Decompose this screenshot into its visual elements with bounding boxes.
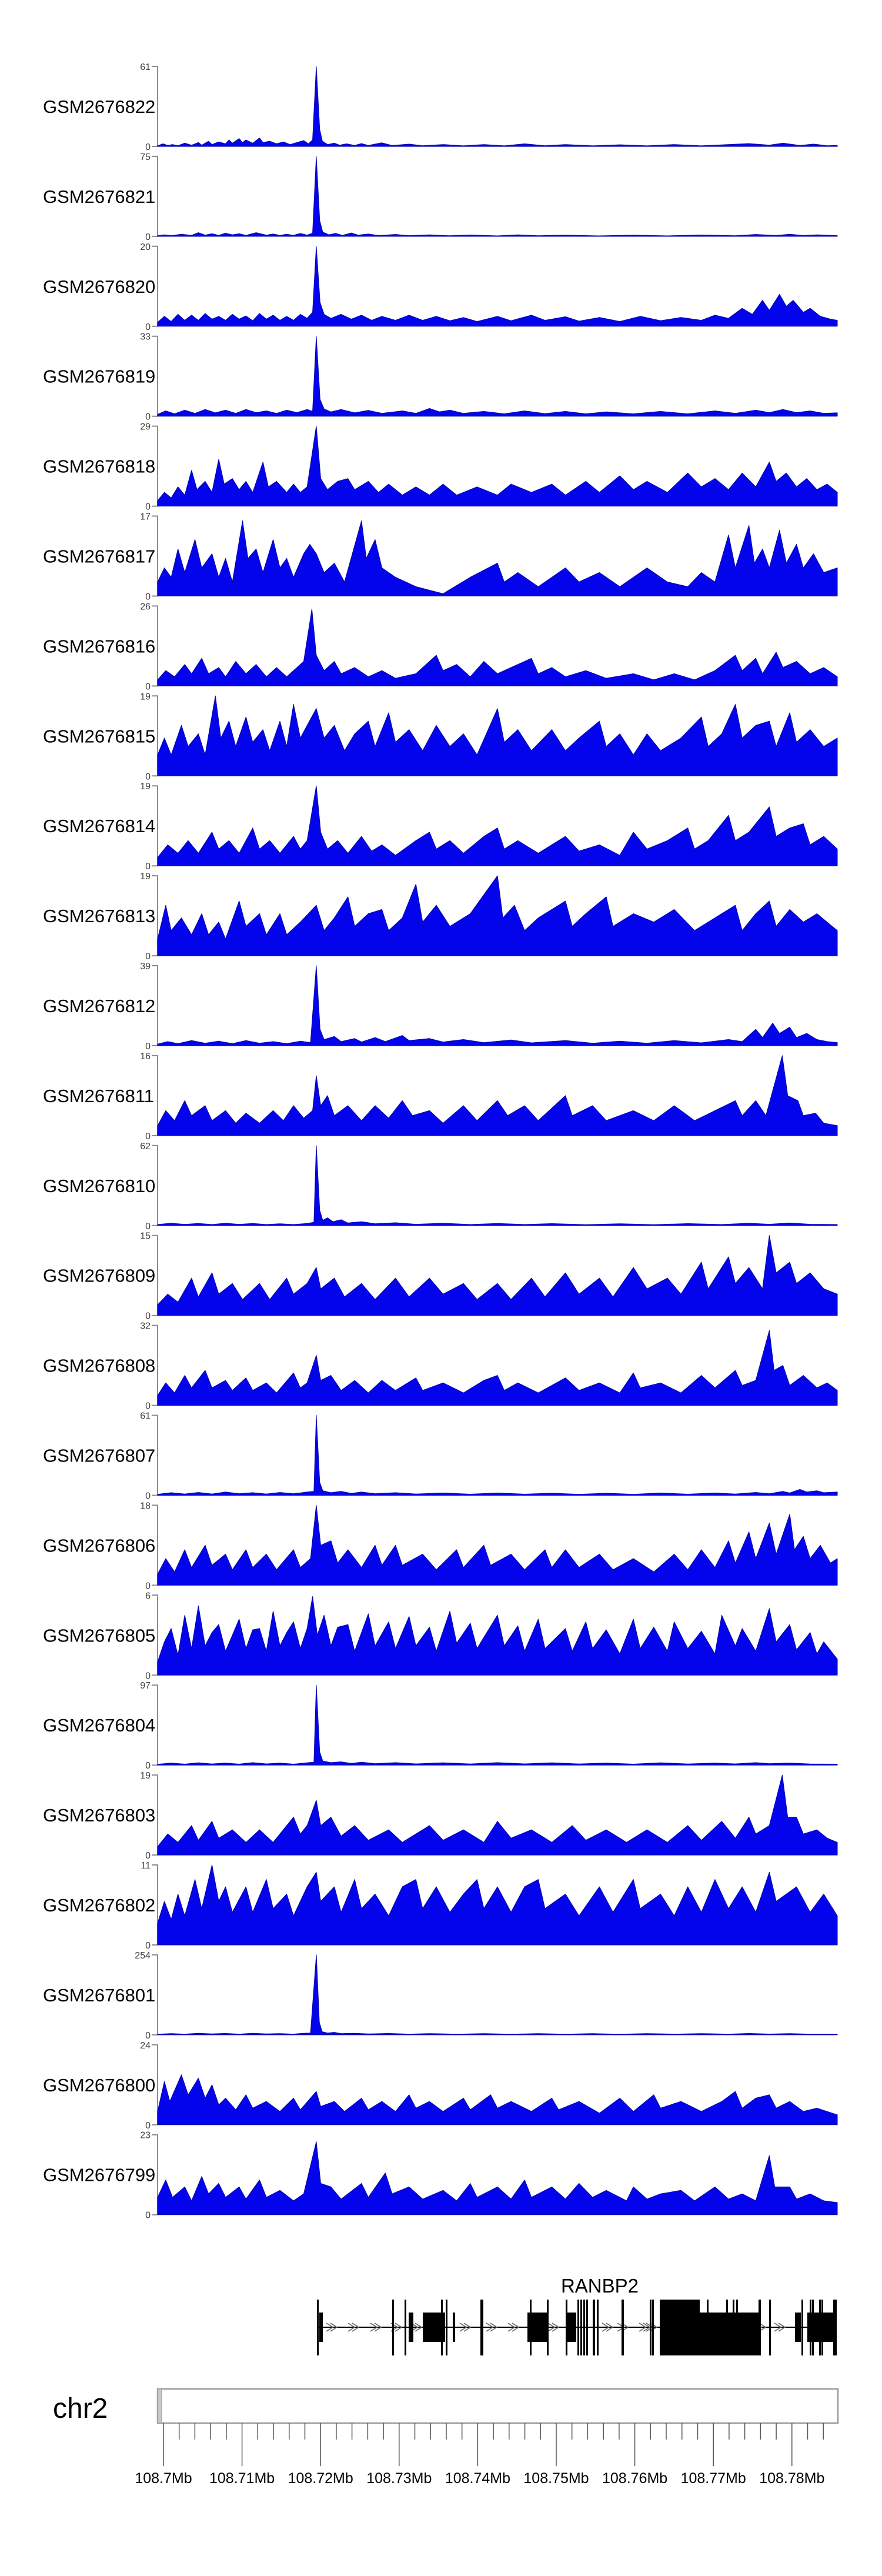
gene-exon	[733, 2300, 734, 2355]
chromosome-label: chr2	[53, 2393, 108, 2424]
gene-exon	[446, 2300, 447, 2355]
gene-label: RANBP2	[560, 2275, 639, 2297]
track-ymax-label: 61	[140, 1411, 151, 1422]
track-zero-label: 0	[145, 682, 151, 692]
track-ymax-label: 23	[140, 2130, 151, 2141]
track-ymax-label: 75	[140, 152, 151, 162]
ruler-left-cap	[158, 2389, 162, 2423]
track-ymax-label: 254	[135, 1950, 151, 1961]
gene-exon	[586, 2300, 588, 2355]
gene-exon	[821, 2300, 823, 2355]
track-signal	[158, 786, 837, 866]
track-ymax-label: 19	[140, 872, 151, 882]
track-label: GSM2676810	[43, 1175, 156, 1196]
track-label: GSM2676805	[43, 1625, 156, 1646]
track-label: GSM2676806	[43, 1535, 156, 1556]
track-zero-label: 0	[145, 2030, 151, 2041]
track-zero-label: 0	[145, 142, 151, 152]
gene-exon	[650, 2300, 652, 2355]
track-ymax-label: 18	[140, 1501, 151, 1511]
track-signal	[158, 1056, 837, 1136]
track-signal	[158, 1775, 837, 1855]
track-ymax-label: 11	[141, 1861, 151, 1871]
track-signal	[158, 2142, 837, 2215]
track-zero-label: 0	[145, 772, 151, 782]
gene-exon	[769, 2300, 771, 2355]
track-ymax-label: 62	[140, 1141, 151, 1152]
track-signal	[158, 1416, 837, 1496]
track-zero-label: 0	[145, 502, 151, 512]
gene-exon	[801, 2300, 803, 2355]
track-zero-label: 0	[145, 1671, 151, 1681]
ruler-tick-label: 108.7Mb	[135, 2470, 192, 2487]
track-zero-label: 0	[145, 1401, 151, 1412]
ruler-tick-label: 108.77Mb	[680, 2470, 746, 2487]
gene-exon	[405, 2300, 406, 2355]
track-label: GSM2676804	[43, 1715, 156, 1736]
track-ymax-label: 24	[140, 2040, 151, 2051]
track-signal	[158, 1865, 837, 1945]
track-signal	[158, 609, 837, 686]
track-ymax-label: 39	[140, 962, 151, 972]
track-label: GSM2676803	[43, 1805, 156, 1826]
track-label: GSM2676814	[43, 816, 156, 837]
track-ymax-label: 19	[140, 692, 151, 702]
gene-exon	[795, 2313, 801, 2342]
gene-exon	[597, 2300, 599, 2355]
track-zero-label: 0	[145, 1311, 151, 1322]
track-zero-label: 0	[145, 1131, 151, 1142]
track-ymax-label: 16	[140, 1051, 151, 1062]
track-zero-label: 0	[145, 2120, 151, 2131]
track-zero-label: 0	[145, 592, 151, 602]
gene-exon	[319, 2313, 323, 2342]
track-ymax-label: 32	[140, 1321, 151, 1332]
track-label: GSM2676815	[43, 726, 156, 747]
gene-exon	[726, 2300, 728, 2355]
track-zero-label: 0	[145, 1491, 151, 1501]
track-ymax-label: 17	[140, 512, 151, 522]
track-zero-label: 0	[145, 322, 151, 332]
track-signal	[158, 521, 837, 596]
track-label: GSM2676807	[43, 1445, 156, 1466]
ruler-tick-label: 108.76Mb	[602, 2470, 668, 2487]
track-signal	[158, 1236, 837, 1316]
track-label: GSM2676811	[43, 1085, 154, 1106]
track-ymax-label: 15	[140, 1231, 151, 1242]
gene-exon	[759, 2300, 761, 2355]
track-label: GSM2676822	[43, 96, 156, 117]
track-signal	[158, 1597, 837, 1676]
gene-exon	[819, 2300, 821, 2355]
track-signal	[158, 66, 837, 146]
ruler-tick-label: 108.72Mb	[288, 2470, 353, 2487]
track-signal	[158, 966, 837, 1046]
track-zero-label: 0	[145, 1581, 151, 1591]
track-label: GSM2676808	[43, 1355, 156, 1376]
gene-exon	[567, 2313, 576, 2342]
gene-exon	[652, 2300, 654, 2355]
gene-exon	[660, 2300, 700, 2355]
track-signal	[158, 876, 837, 956]
gene-exon	[812, 2300, 814, 2355]
track-ymax-label: 6	[145, 1591, 151, 1601]
track-label: GSM2676813	[43, 906, 156, 927]
ruler-tick-label: 108.73Mb	[366, 2470, 432, 2487]
gene-exon	[577, 2300, 579, 2355]
ruler-tick-label: 108.71Mb	[209, 2470, 275, 2487]
track-signal	[158, 1955, 837, 2035]
ruler-tick-label: 108.74Mb	[445, 2470, 511, 2487]
track-label: GSM2676818	[43, 456, 156, 477]
track-ymax-label: 33	[140, 332, 151, 342]
track-label: GSM2676821	[43, 186, 156, 207]
track-signal	[158, 1146, 837, 1226]
ruler-tick-label: 108.75Mb	[523, 2470, 589, 2487]
track-zero-label: 0	[145, 1221, 151, 1232]
track-signal	[158, 1330, 837, 1406]
track-signal	[158, 156, 837, 236]
gene-exon	[707, 2300, 709, 2355]
track-zero-label: 0	[145, 1042, 151, 1052]
ruler-tick-label: 108.78Mb	[759, 2470, 825, 2487]
track-signal	[158, 246, 837, 326]
gene-exon	[736, 2300, 738, 2355]
track-zero-label: 0	[145, 232, 151, 242]
gene-exon	[580, 2300, 582, 2355]
track-zero-label: 0	[145, 1851, 151, 1861]
track-label: GSM2676820	[43, 276, 156, 297]
track-zero-label: 0	[145, 1761, 151, 1771]
track-label: GSM2676812	[43, 996, 156, 1016]
track-zero-label: 0	[145, 1941, 151, 1951]
track-ymax-label: 29	[140, 422, 151, 432]
track-ymax-label: 20	[140, 242, 151, 252]
gene-exon	[593, 2300, 595, 2355]
track-zero-label: 0	[145, 952, 151, 962]
gene-exon	[583, 2300, 585, 2355]
track-signal	[158, 1685, 837, 1765]
gene-exon	[833, 2300, 837, 2355]
track-label: GSM2676799	[43, 2164, 156, 2185]
track-signal	[158, 1505, 837, 1585]
track-label: GSM2676800	[43, 2074, 156, 2095]
track-signal	[158, 696, 837, 776]
gene-exon	[480, 2300, 483, 2355]
track-signal	[158, 426, 837, 506]
track-ymax-label: 26	[140, 602, 151, 612]
track-label: GSM2676817	[43, 546, 156, 567]
track-ymax-label: 61	[140, 62, 151, 72]
track-label: GSM2676809	[43, 1265, 156, 1286]
track-label: GSM2676816	[43, 636, 156, 657]
track-zero-label: 0	[145, 862, 151, 872]
track-zero-label: 0	[145, 2210, 151, 2221]
track-label: GSM2676802	[43, 1895, 156, 1916]
gene-exon	[530, 2300, 532, 2355]
gene-exon	[392, 2300, 394, 2355]
gene-exon	[409, 2313, 413, 2342]
track-label: GSM2676819	[43, 366, 156, 387]
track-signal	[158, 336, 837, 416]
gene-exon	[547, 2300, 549, 2355]
gene-exon	[441, 2300, 443, 2355]
gene-exon	[317, 2300, 319, 2355]
ruler-bar	[158, 2389, 838, 2423]
gene-exon	[810, 2300, 811, 2355]
gene-exon	[622, 2300, 624, 2355]
gene-exon	[453, 2313, 455, 2342]
track-signal	[158, 2075, 837, 2125]
track-ymax-label: 19	[140, 782, 151, 792]
track-zero-label: 0	[145, 412, 151, 422]
track-ymax-label: 19	[140, 1771, 151, 1781]
track-label: GSM2676801	[43, 1984, 156, 2006]
track-ymax-label: 97	[140, 1681, 151, 1691]
